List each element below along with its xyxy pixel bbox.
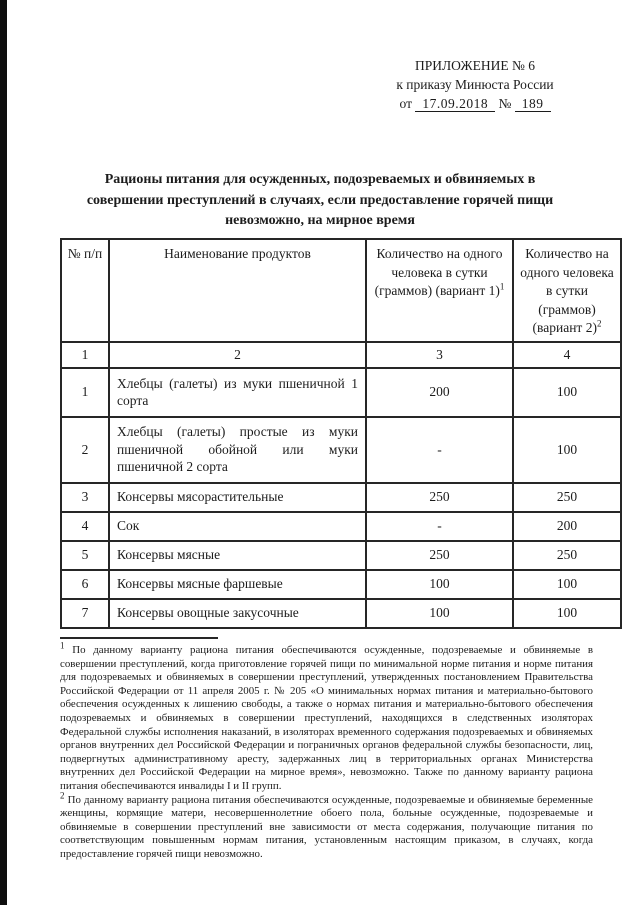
variant1-value: 250 (366, 483, 513, 512)
table-row (61, 599, 621, 628)
header-variant1-footnote-ref: 1 (499, 281, 505, 292)
footnote-separator (60, 637, 218, 639)
product-name: Консервы мясные (109, 541, 366, 570)
header-cell-product (109, 239, 366, 342)
appendix-date: 17.09.2018 (415, 96, 495, 112)
product-name: Сок (109, 512, 366, 541)
appendix-line2: к приказу Минюста России (396, 77, 554, 92)
footnote-2-marker: 2 (60, 789, 65, 800)
appendix-number-label: № (498, 96, 512, 111)
variant2-value: 100 (513, 599, 621, 628)
row-number: 3 (61, 483, 109, 512)
column-index-2: 2 (109, 342, 366, 368)
appendix-from-label: от (399, 96, 412, 111)
header-variant2-label: Количество на одного человека в сутки (граммов) (вариант 2) (520, 246, 614, 335)
table-row (61, 541, 621, 570)
row-number: 4 (61, 512, 109, 541)
header-index-label: № п/п (67, 246, 103, 261)
table-row (61, 570, 621, 599)
variant1-value: - (366, 417, 513, 483)
product-name: Консервы мясные фаршевые (109, 570, 366, 599)
row-number: 1 (61, 368, 109, 417)
variant2-value: 250 (513, 541, 621, 570)
footnote-2-text: По данному варианту рациона питания обеспечиваются осужденные, подозреваемые и обвиняемые беременные женщины, кормящие матери, несовершеннолетние обоего пола, больные осужденные, подозреваемые и обвиняемые в совершении преступлений вне зависимости от места содержания, получающие питания по соответствующим повышенным нормам питания, установленным настоящим приказом, в случаях, когда предоставление горячей пищи невозможно. (60, 793, 594, 860)
appendix-line3 (330, 94, 620, 113)
header-cell-variant2 (513, 239, 621, 342)
column-index-3: 3 (366, 342, 513, 368)
row-number: 6 (61, 570, 109, 599)
footnote-1 (60, 640, 593, 794)
column-index-1: 1 (61, 342, 109, 368)
row-number: 5 (61, 541, 109, 570)
header-variant1-label: Количество на одного человека в сутки (граммов) (вариант 1) (374, 246, 503, 298)
row-number: 7 (61, 599, 109, 628)
appendix-number: 189 (515, 96, 551, 112)
footnote-2 (60, 789, 594, 862)
scan-edge-artifact (0, 0, 7, 905)
product-name: Хлебцы (галеты) простые из муки пшеничной обойной или муки пшеничной 2 сорта (109, 417, 366, 483)
header-cell-variant1 (366, 239, 513, 342)
product-name: Хлебцы (галеты) из муки пшеничной 1 сорта (109, 368, 366, 417)
table-row (61, 483, 621, 512)
appendix-line1: ПРИЛОЖЕНИЕ № 6 (414, 58, 536, 73)
variant2-value: 250 (513, 483, 621, 512)
ration-table (60, 238, 622, 629)
table-row (61, 417, 621, 483)
product-name: Консервы мясорастительные (109, 483, 366, 512)
header-product-label: Наименование продуктов (164, 246, 311, 261)
column-index-row (61, 342, 621, 368)
header-variant2-footnote-ref: 2 (596, 318, 602, 329)
product-name: Консервы овощные закусочные (109, 599, 366, 628)
variant2-value: 100 (513, 368, 621, 417)
variant1-value: 100 (366, 599, 513, 628)
table-header-row (61, 239, 621, 342)
variant2-value: 100 (513, 570, 621, 599)
variant1-value: - (366, 512, 513, 541)
row-number: 2 (61, 417, 109, 483)
variant2-value: 200 (513, 512, 621, 541)
table-row (61, 512, 621, 541)
variant1-value: 200 (366, 368, 513, 417)
appendix-block (330, 56, 620, 113)
column-index-4: 4 (513, 342, 621, 368)
footnote-1-text: По данному варианту рациона питания обеспечиваются осужденные, подозреваемые и обвиняемые в совершении преступлений, когда приготовление горячей пищи по минимальной норме питания и норме питания для подозреваемых и обвиняемых в совершении преступлений, утвержденных постановлением Правительства Российской Федерации от 11 апреля 2005 г. № 205 «О минимальных нормах питания и материально-бытового обеспечения осужденных к лишению свободы, а также о нормах питания и материально-бытового обеспечения подозреваемых и обвиняемых в совершении преступлений, находящихся в следственных изоляторах Федеральной службы исполнения наказаний, в изоляторах временного содержания подозреваемых и обвиняемых органов внутренних дел Российской Федерации и пограничных органов федеральной службы безопасности, лиц, подвергнутых административному аресту, задержанных лиц в территориальных органах Министерства внутренних дел Российской Федерации на мирное время», невозможно. Также по данному варианту рациона питания обеспечиваются инвалиды I и II групп. (60, 644, 593, 792)
footnotes-block (60, 640, 594, 862)
document-title: Рационы питания для осужденных, подозреваемых и обвиняемых в совершении преступлений в случаях, если предоставление горячей пищи невозможно, на мирное время (86, 172, 554, 228)
variant1-value: 100 (366, 570, 513, 599)
variant1-value: 250 (366, 541, 513, 570)
footnote-1-marker: 1 (60, 640, 65, 651)
table-row (61, 368, 621, 417)
header-cell-index (61, 239, 109, 342)
variant2-value: 100 (513, 417, 621, 483)
